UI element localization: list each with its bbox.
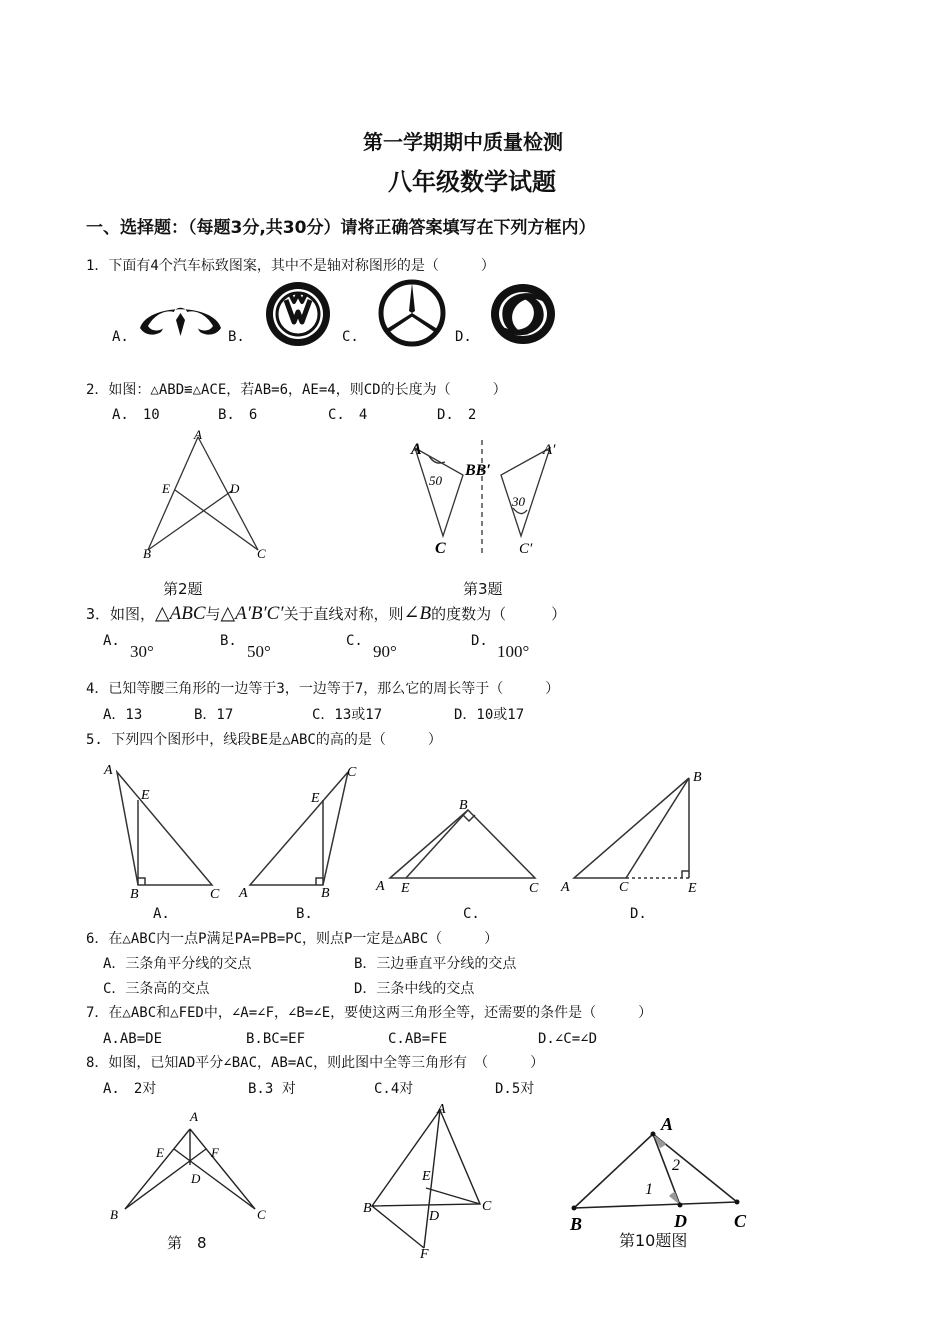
q5c-label-e: E bbox=[401, 881, 410, 896]
q3-label-a: A bbox=[411, 441, 422, 458]
q3-triangle-1: △ABC bbox=[155, 603, 206, 624]
q5-option-c: C. bbox=[463, 906, 480, 922]
q5-figure-c bbox=[372, 795, 552, 900]
q3-option-a: A. bbox=[103, 633, 120, 649]
q1-option-d: D. bbox=[455, 329, 472, 345]
q3-stem bbox=[86, 603, 566, 625]
q5-figure-d bbox=[557, 765, 717, 900]
mercedes-logo-icon bbox=[377, 280, 447, 346]
q2-option-b: B. 6 bbox=[218, 407, 258, 423]
q3-angle-b: ∠B bbox=[403, 603, 432, 624]
q10-caption: 第10题图 bbox=[619, 1231, 688, 1250]
q5b-label-b: B bbox=[321, 886, 330, 901]
q2-label-d: D bbox=[230, 481, 240, 496]
q10-label-a: A bbox=[661, 1114, 674, 1134]
q3-stem-middle: 关于直线对称，则 bbox=[283, 605, 404, 623]
q3-value-a: 30° bbox=[130, 642, 154, 661]
q8-option-c: C.4对 bbox=[374, 1081, 414, 1097]
q5-option-a: A. bbox=[153, 906, 170, 922]
q2-label-e: E bbox=[162, 481, 170, 496]
q9-label-c: C bbox=[482, 1199, 492, 1214]
q3-option-b: B. bbox=[220, 633, 237, 649]
section-heading: 一、选择题：（每题3分,共30分）请将正确答案填写在下列方框内） bbox=[86, 218, 596, 238]
q8-option-a: A. 2对 bbox=[103, 1081, 157, 1097]
q3-value-c: 90° bbox=[373, 642, 397, 661]
q7-option-b: B.BC=EF bbox=[246, 1031, 306, 1047]
infiniti-logo-icon bbox=[138, 298, 223, 343]
q4-option-d: D．10或17 bbox=[454, 707, 525, 723]
exam-title: 第一学期期中质量检测 bbox=[363, 130, 563, 154]
q5b-label-e: E bbox=[311, 791, 320, 806]
q10-label-2: 2 bbox=[672, 1157, 680, 1174]
q2-label-b: B bbox=[143, 546, 151, 561]
q10-label-b: B bbox=[570, 1214, 583, 1234]
q8-figure bbox=[105, 1105, 275, 1225]
q2-label-c: C bbox=[257, 546, 266, 561]
q5-option-d: D. bbox=[630, 906, 647, 922]
q3-option-d: D. bbox=[471, 633, 488, 649]
q3-stem-suffix: 的度数为（ ） bbox=[431, 605, 567, 623]
q6-option-a: A．三条角平分线的交点 bbox=[103, 956, 252, 972]
q9-figure bbox=[360, 1100, 505, 1260]
q10-label-d: D bbox=[674, 1211, 687, 1231]
exam-subtitle: 八年级数学试题 bbox=[388, 168, 556, 196]
q2-caption: 第2题 bbox=[163, 580, 203, 598]
q10-label-1: 1 bbox=[645, 1181, 653, 1198]
q3-angle-50: 50 bbox=[429, 473, 442, 488]
q5c-label-c: C bbox=[529, 881, 539, 896]
q5d-label-e: E bbox=[688, 881, 697, 896]
q1-option-c: C. bbox=[342, 329, 359, 345]
q10-figure bbox=[562, 1110, 762, 1234]
q3-stem-prefix: 3．如图， bbox=[86, 605, 156, 623]
q4-option-a: A．13 bbox=[103, 707, 143, 723]
q2-option-a: A. 10 bbox=[112, 407, 160, 423]
q10-label-c: C bbox=[734, 1211, 747, 1231]
q2-stem: 2．如图：△ABD≌△ACE，若AB=6，AE=4，则CD的长度为（ ） bbox=[86, 382, 507, 398]
q5c-label-b: B bbox=[459, 798, 468, 813]
q8-option-d: D.5对 bbox=[495, 1081, 535, 1097]
q8-caption: 第 8 bbox=[167, 1234, 207, 1252]
q2-option-c: C. 4 bbox=[328, 407, 368, 423]
q2-option-d: D. 2 bbox=[437, 407, 477, 423]
q8-label-b: B bbox=[110, 1207, 118, 1222]
q9-label-b: B bbox=[363, 1201, 372, 1216]
q5d-label-a: A bbox=[561, 880, 570, 895]
q5b-label-c: C bbox=[347, 765, 357, 780]
q9-label-d: D bbox=[429, 1209, 440, 1224]
q6-option-c: C．三条高的交点 bbox=[103, 981, 210, 997]
q6-stem: 6．在△ABC内一点P满足PA=PB=PC，则点P一定是△ABC（ ） bbox=[86, 931, 499, 947]
q1-stem: 1．下面有4个汽车标致图案，其中不是轴对称图形的是（ ） bbox=[86, 258, 495, 274]
q8-label-e: E bbox=[156, 1145, 164, 1160]
q5-option-b: B. bbox=[296, 906, 313, 922]
q5a-label-c: C bbox=[210, 887, 220, 902]
q9-label-e: E bbox=[422, 1169, 431, 1184]
q8-label-c: C bbox=[257, 1207, 266, 1222]
q3-figure bbox=[405, 438, 575, 563]
q5b-label-a: A bbox=[239, 886, 248, 901]
dongfeng-logo-icon bbox=[489, 282, 557, 346]
q4-option-b: B．17 bbox=[194, 707, 234, 723]
q3-label-c2: C′ bbox=[519, 541, 533, 557]
q5-figure-b bbox=[235, 760, 370, 900]
q5d-label-b: B bbox=[693, 770, 702, 785]
q3-triangle-2: △A′B′C′ bbox=[220, 603, 284, 624]
q2-figure bbox=[130, 425, 280, 565]
q5a-label-e: E bbox=[141, 788, 150, 803]
q7-option-c: C.AB=FE bbox=[388, 1031, 448, 1047]
q5d-label-c: C bbox=[619, 880, 629, 895]
q6-option-b: B．三边垂直平分线的交点 bbox=[354, 956, 517, 972]
q5-figure-a bbox=[100, 760, 230, 900]
q8-stem: 8．如图，已知AD平分∠BAC，AB=AC，则此图中全等三角形有 （ ） bbox=[86, 1055, 545, 1071]
q7-option-a: A.AB=DE bbox=[103, 1031, 163, 1047]
q5c-label-a: A bbox=[376, 879, 385, 894]
q3-angle-30: 30 bbox=[512, 494, 525, 509]
q3-value-d: 100° bbox=[497, 642, 530, 661]
q9-label-a: A bbox=[437, 1102, 446, 1117]
q5a-label-b: B bbox=[130, 887, 139, 902]
q9-label-f: F bbox=[420, 1247, 429, 1262]
q3-label-bb: BB′ bbox=[465, 462, 491, 479]
q3-label-a2: A′ bbox=[543, 442, 556, 458]
q7-option-d: D.∠C=∠D bbox=[538, 1031, 598, 1047]
q6-option-d: D．三条中线的交点 bbox=[354, 981, 475, 997]
q4-option-c: C．13或17 bbox=[312, 707, 383, 723]
q8-label-d: D bbox=[191, 1171, 201, 1186]
q8-label-f: F bbox=[211, 1145, 219, 1160]
q5a-label-a: A bbox=[104, 763, 113, 778]
q3-stem-mid: 与 bbox=[205, 605, 221, 623]
volkswagen-logo-icon bbox=[264, 280, 332, 348]
q1-option-a: A. bbox=[112, 329, 129, 345]
q7-stem: 7．在△ABC和△FED中，∠A=∠F，∠B=∠E，要使这两三角形全等，还需要的条件是（ ） bbox=[86, 1005, 653, 1021]
q1-option-b: B. bbox=[228, 329, 245, 345]
q3-value-b: 50° bbox=[247, 642, 271, 661]
q8-label-a: A bbox=[190, 1109, 198, 1124]
q8-option-b: B.3 对 bbox=[248, 1081, 296, 1097]
q3-option-c: C. bbox=[346, 633, 363, 649]
q3-label-c: C bbox=[435, 540, 446, 557]
q5-stem: 5. 下列四个图形中，线段BE是△ABC的高的是（ ） bbox=[86, 732, 442, 748]
q3-caption: 第3题 bbox=[463, 580, 503, 598]
q2-label-a: A bbox=[194, 427, 202, 442]
q4-stem: 4．已知等腰三角形的一边等于3，一边等于7，那么它的周长等于（ ） bbox=[86, 681, 560, 697]
